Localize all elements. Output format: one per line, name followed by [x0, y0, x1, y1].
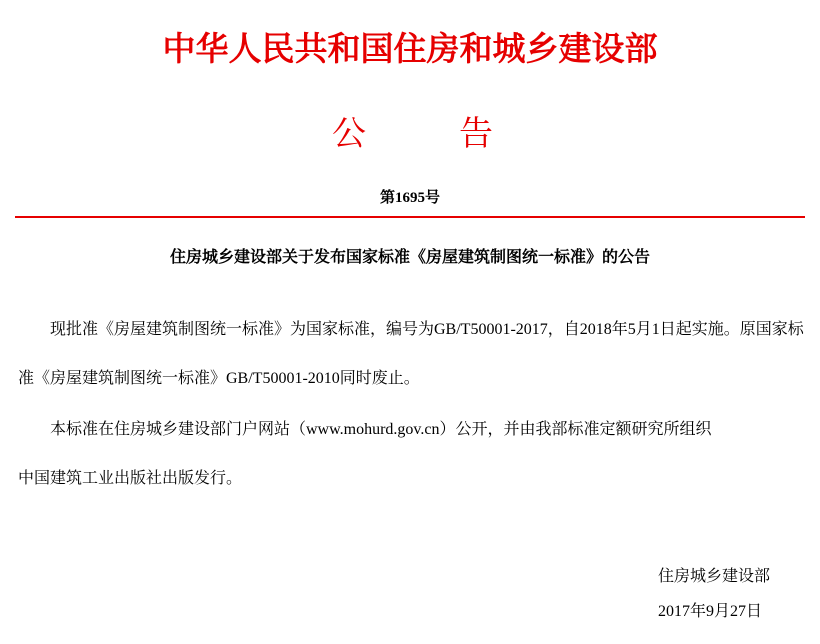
paragraph-line: 本标准在住房城乡建设部门户网站（www.mohurd.gov.cn）公开，并由我部标准定额研究所组织	[50, 421, 712, 438]
paragraph-line: 现批准《房屋建筑制图统一标准》为国家标准，编号为GB/T50001-2017，自2018年5月1日起实施。原国家标	[50, 321, 804, 338]
document-type-heading: 公告	[332, 116, 586, 153]
body-paragraph-2	[18, 405, 808, 503]
paragraph-line: 准《房屋建筑制图统一标准》GB/T50001-2010同时废止。	[18, 370, 420, 387]
document-title: 住房城乡建设部关于发布国家标准《房屋建筑制图统一标准》的公告	[169, 249, 650, 266]
signature-issuer: 住房城乡建设部	[658, 568, 771, 585]
paragraph-line: 中国建筑工业出版社出版发行。	[18, 470, 243, 487]
document-number: 第1695号	[379, 190, 440, 206]
signature-date: 2017年9月27日	[658, 603, 763, 620]
body-paragraph-1	[18, 305, 808, 403]
ministry-name-header: 中华人民共和国住房和城乡建设部	[162, 32, 658, 68]
red-divider-rule	[15, 216, 805, 218]
